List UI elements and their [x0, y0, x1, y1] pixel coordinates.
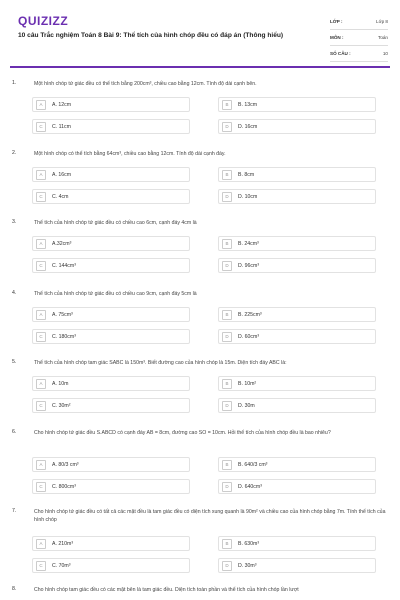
- option-b[interactable]: [218, 97, 376, 112]
- option-c[interactable]: [32, 558, 190, 573]
- option-a[interactable]: [32, 167, 190, 182]
- question-text: Thể tích của hình chóp tam giác SABC là 150m³. Biết đường cao của hình chóp là 15m. Diện tích đáy ABC là:: [34, 360, 287, 366]
- option-label: A. 16cm: [52, 171, 72, 178]
- option-a[interactable]: [32, 376, 190, 391]
- option-a[interactable]: [32, 536, 190, 551]
- question-text: Cho hình chóp tứ giác đều S.ABCD có cạnh đáy AB = 8cm, đường cao SO = 10cm. Hỏi thể tích của hình chóp đều là bao nhiêu?: [34, 430, 331, 436]
- option-d[interactable]: [218, 119, 376, 134]
- option-label: D. 10cm: [238, 193, 258, 200]
- meta-row-subject: [330, 30, 388, 46]
- option-letter: B: [222, 100, 232, 110]
- option-letter: C: [36, 561, 46, 571]
- option-label: C. 180cm³: [52, 333, 76, 340]
- question-number: 2.: [12, 150, 17, 156]
- question-2: [12, 150, 388, 210]
- question-number: 5.: [12, 359, 17, 365]
- option-b[interactable]: [218, 236, 376, 251]
- meta-row-grade: [330, 14, 388, 30]
- header-divider: [10, 66, 390, 68]
- question-number: 7.: [12, 508, 17, 514]
- option-label: A.32cm³: [52, 240, 72, 247]
- option-label: C. 11cm: [52, 123, 71, 130]
- option-letter: C: [36, 261, 46, 271]
- option-label: D. 60cm³: [238, 333, 260, 340]
- meta-key: SỐ CÂU :: [330, 51, 351, 56]
- option-b[interactable]: [218, 167, 376, 182]
- option-letter: C: [36, 332, 46, 342]
- option-label: A. 12cm: [52, 101, 72, 108]
- option-b[interactable]: [218, 457, 376, 472]
- option-label: B. 225cm³: [238, 311, 262, 318]
- option-c[interactable]: [32, 258, 190, 273]
- option-b[interactable]: [218, 376, 376, 391]
- option-b[interactable]: [218, 536, 376, 551]
- option-label: B. 8cm: [238, 171, 255, 178]
- meta-table: [330, 14, 388, 62]
- question-text: Một hình chóp có thể tích bằng 64cm³, chiều cao bằng 12cm. Tính độ dài cạnh đáy.: [34, 151, 226, 157]
- option-label: A. 10m: [52, 380, 69, 387]
- option-label: D. 640cm³: [238, 483, 262, 490]
- option-label: D. 30m: [238, 402, 255, 409]
- option-letter: C: [36, 401, 46, 411]
- option-label: C. 70m³: [52, 562, 71, 569]
- option-b[interactable]: [218, 307, 376, 322]
- option-label: D. 16cm: [238, 123, 258, 130]
- option-a[interactable]: [32, 457, 190, 472]
- option-d[interactable]: [218, 189, 376, 204]
- option-c[interactable]: [32, 398, 190, 413]
- option-letter: B: [222, 539, 232, 549]
- option-label: D. 96cm³: [238, 262, 260, 269]
- question-6: [12, 429, 388, 499]
- option-letter: C: [36, 192, 46, 202]
- question-7: [12, 508, 388, 578]
- option-letter: D: [222, 122, 232, 132]
- option-label: D. 30m³: [238, 562, 257, 569]
- option-letter: B: [222, 310, 232, 320]
- option-c[interactable]: [32, 479, 190, 494]
- option-letter: A: [36, 310, 46, 320]
- option-letter: B: [222, 460, 232, 470]
- option-a[interactable]: [32, 236, 190, 251]
- option-letter: D: [222, 332, 232, 342]
- option-label: B. 24cm³: [238, 240, 259, 247]
- option-label: C. 4cm: [52, 193, 69, 200]
- option-letter: B: [222, 170, 232, 180]
- option-letter: A: [36, 170, 46, 180]
- question-text: Cho hình chóp tứ giác đều có tất cả các mặt đều là tam giác đều có diện tích xung quanh là 90m² và chiều cao của hình chóp bằng 7m. Tính thể tích của hình chóp: [34, 509, 386, 523]
- question-number: 4.: [12, 290, 17, 296]
- logo: QUIZIZZ: [18, 14, 69, 28]
- option-label: B. 10m²: [238, 380, 257, 387]
- option-label: A. 210m³: [52, 540, 74, 547]
- option-label: C. 144cm³: [52, 262, 76, 269]
- meta-value: 10: [382, 51, 388, 56]
- option-a[interactable]: [32, 307, 190, 322]
- question-text: Cho hình chóp tam giác đều có các mặt bên là tam giác đều. Diện tích toàn phần và thể tích của hình chóp lần lượt: [34, 587, 299, 593]
- option-letter: D: [222, 482, 232, 492]
- option-letter: D: [222, 261, 232, 271]
- option-d[interactable]: [218, 558, 376, 573]
- option-label: C. 800cm³: [52, 483, 76, 490]
- option-d[interactable]: [218, 258, 376, 273]
- question-4: [12, 290, 388, 350]
- option-letter: A: [36, 539, 46, 549]
- option-letter: D: [222, 561, 232, 571]
- option-letter: A: [36, 460, 46, 470]
- question-1: [12, 80, 388, 140]
- option-a[interactable]: [32, 97, 190, 112]
- question-text: Thể tích của hình chóp tứ giác đều có chiều cao 6cm, cạnh đáy 4cm là: [34, 220, 197, 226]
- option-label: A. 75cm³: [52, 311, 73, 318]
- option-label: C. 30m²: [52, 402, 71, 409]
- question-number: 3.: [12, 219, 17, 225]
- meta-row-count: [330, 46, 388, 62]
- option-letter: C: [36, 482, 46, 492]
- question-number: 6.: [12, 429, 17, 435]
- question-text: Thể tích của hình chóp tứ giác đều có chiều cao 9cm, cạnh đáy 5cm là: [34, 291, 197, 297]
- option-d[interactable]: [218, 329, 376, 344]
- option-letter: D: [222, 192, 232, 202]
- question-number: 8.: [12, 586, 17, 592]
- question-number: 1.: [12, 80, 17, 86]
- option-letter: B: [222, 239, 232, 249]
- option-label: B. 640/3 cm³: [238, 461, 268, 468]
- option-d[interactable]: [218, 479, 376, 494]
- meta-value: Lớp 8: [376, 19, 388, 24]
- option-label: B. 630m³: [238, 540, 260, 547]
- meta-value: Toán: [378, 35, 388, 40]
- option-d[interactable]: [218, 398, 376, 413]
- option-letter: A: [36, 379, 46, 389]
- option-letter: D: [222, 401, 232, 411]
- question-3: [12, 219, 388, 279]
- page-title: 10 câu Trắc nghiệm Toán 8 Bài 9: Thể tích của hình chóp đều có đáp án (Thông hiểu): [18, 32, 284, 39]
- option-letter: A: [36, 239, 46, 249]
- question-text: Một hình chóp tứ giác đều có thể tích bằng 200cm³, chiều cao bằng 12cm. Tính độ dài cạnh bên.: [34, 81, 257, 87]
- option-c[interactable]: [32, 329, 190, 344]
- option-c[interactable]: [32, 119, 190, 134]
- option-letter: B: [222, 379, 232, 389]
- question-5: [12, 359, 388, 419]
- question-8: [12, 586, 388, 600]
- option-label: A. 80/3 cm³: [52, 461, 79, 468]
- option-letter: A: [36, 100, 46, 110]
- meta-key: LỚP :: [330, 19, 343, 24]
- option-letter: C: [36, 122, 46, 132]
- meta-key: MÔN :: [330, 35, 344, 40]
- option-c[interactable]: [32, 189, 190, 204]
- option-label: B. 13cm: [238, 101, 258, 108]
